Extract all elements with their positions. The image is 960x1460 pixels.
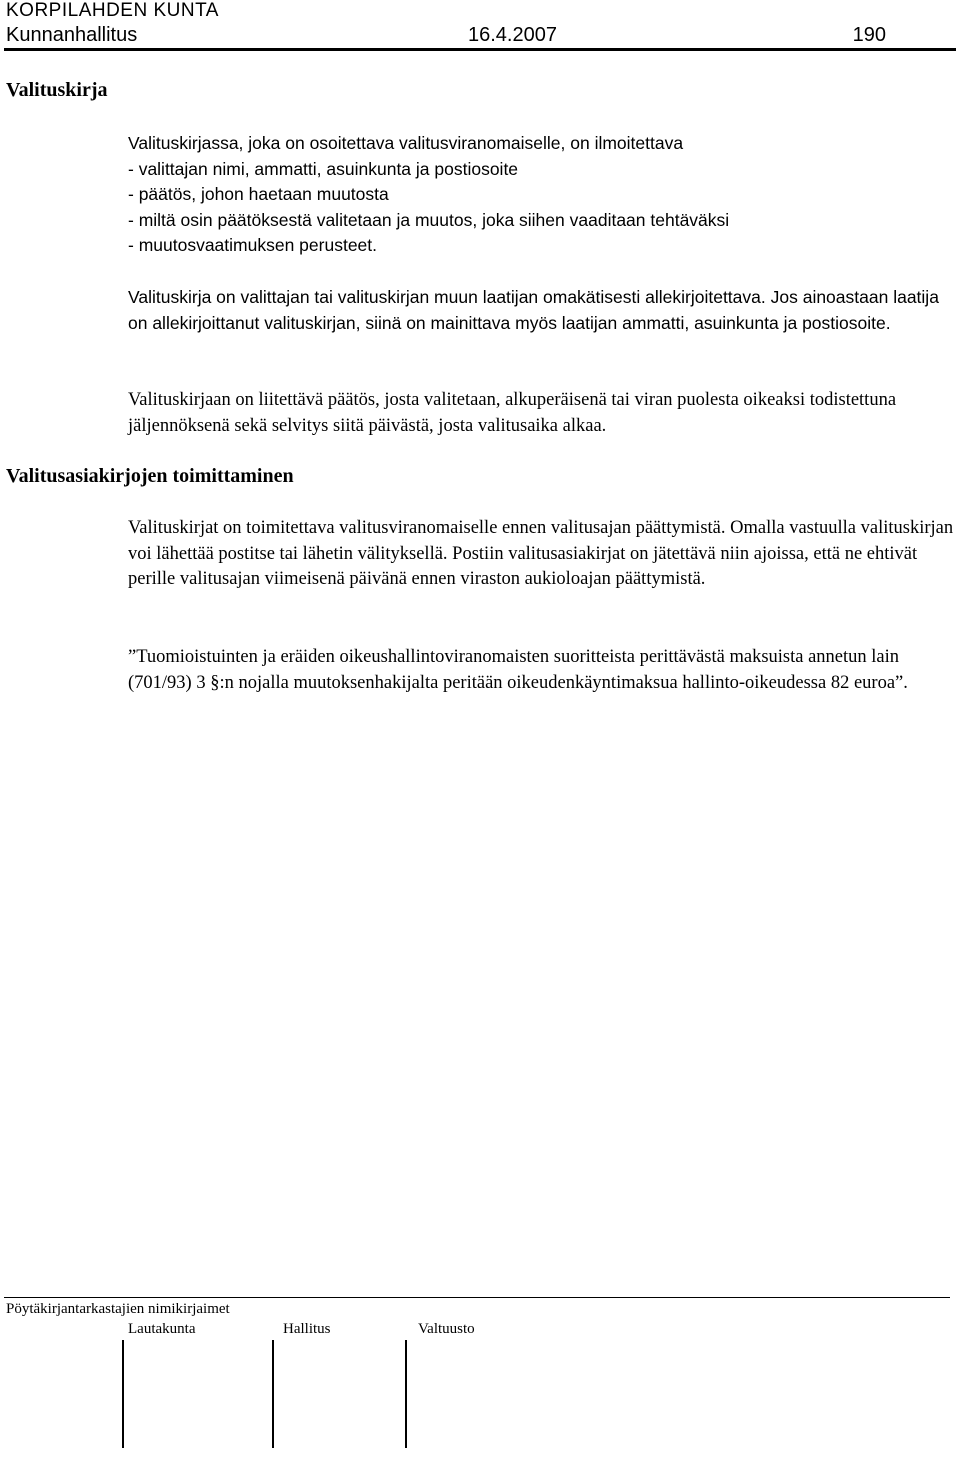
list-item: - muutosvaatimuksen perusteet. <box>128 235 378 255</box>
organization-name: KORPILAHDEN KUNTA <box>6 0 219 21</box>
header-rule <box>4 48 956 51</box>
list-item: - miltä osin päätöksestä valitetaan ja muutos, joka siihen vaaditaan tehtäväksi <box>128 209 730 230</box>
initials-column-line <box>405 1340 407 1448</box>
paragraph-fee <box>128 645 954 696</box>
paragraph-delivery <box>128 516 954 593</box>
paragraph-attachments <box>128 388 954 439</box>
requirements-intro: Valituskirjassa, joka on osoitettava valitusviranomaiselle, on ilmoitettava <box>128 133 684 153</box>
section-title-toimittaminen: Valitusasiakirjojen toimittaminen <box>6 465 294 487</box>
requirements-list <box>128 131 954 259</box>
footer-rule <box>4 1297 950 1298</box>
paragraph-fee-text: ”Tuomioistuinten ja eräiden oikeushallintoviranomaisten suoritteista perittävästä maksuista annetun lain (701/93) 3 §:n nojalla muutoksenhakijalta peritään oikeudenkäyntimaksua hallinto-oikeudessa 82 euroa”. <box>128 647 908 693</box>
paragraph-signature <box>128 285 954 336</box>
footer-title: Pöytäkirjantarkastajien nimikirjaimet <box>6 1301 230 1317</box>
meeting-date: 16.4.2007 <box>468 24 557 46</box>
paragraph-signature-text: Valituskirja on valittajan tai valituskirjan muun laatijan omakätisesti allekirjoitettava. Jos ainoastaan laatija on allekirjoittanut valituskirjan, siinä on mainittava myös laatijan ammatti, asuinkunta ja postiosoite. <box>128 287 939 333</box>
section-title-valituskirja: Valituskirja <box>6 79 108 101</box>
list-item: - valittajan nimi, ammatti, asuinkunta ja postiosoite <box>128 158 519 179</box>
footer-column-valtuusto: Valtuusto <box>418 1321 475 1337</box>
paragraph-attachments-text: Valituskirjaan on liitettävä päätös, josta valitetaan, alkuperäisenä tai viran puolesta oikeaksi todistettuna jäljennöksenä sekä selvitys siitä päivästä, josta valitusaika alkaa. <box>128 390 897 436</box>
footer-column-hallitus: Hallitus <box>283 1321 331 1337</box>
page-number: 190 <box>852 24 886 46</box>
initials-column-line <box>122 1340 124 1448</box>
footer-column-lautakunta: Lautakunta <box>128 1321 196 1337</box>
paragraph-delivery-text: Valituskirjat on toimitettava valitusviranomaiselle ennen valitusajan päättymistä. Omalla vastuulla valituskirjan voi lähettää postitse tai lähetin välityksellä. Postiin valitusasiakirjat on jätettävä niin ajoissa, että ne ehtivät perille valitusajan viimeisenä päivänä ennen viraston aukioloajan päättymistä. <box>128 518 954 589</box>
initials-column-line <box>272 1340 274 1448</box>
list-item: - päätös, johon haetaan muutosta <box>128 184 389 204</box>
governing-body: Kunnanhallitus <box>6 24 138 46</box>
